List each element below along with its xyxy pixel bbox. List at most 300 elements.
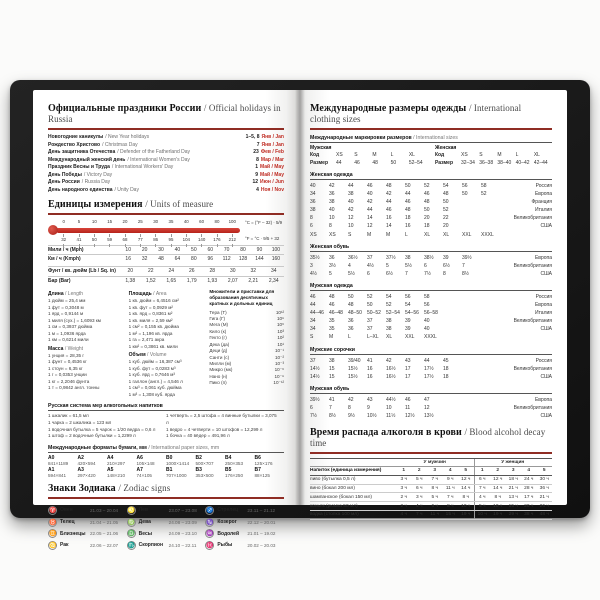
holiday-name-ru: Рождество Христово xyxy=(48,141,101,148)
zodiac-item xyxy=(127,518,206,527)
heading-ru: Объем xyxy=(128,352,146,359)
table-row xyxy=(48,266,284,275)
conversion-line: 1 км = 0,6214 мили xyxy=(48,337,89,343)
size-cell: 17½ xyxy=(424,373,434,380)
conversion-line: 1 ярд = 0,9144 м xyxy=(48,311,84,317)
drink-name: вино (бокал 200 мл) xyxy=(310,486,355,492)
size-values xyxy=(310,214,462,222)
size-cell: 50–52 xyxy=(367,310,381,317)
region-label: Европа xyxy=(534,191,552,198)
size-cell: 54 xyxy=(405,302,411,309)
paper-format-cell xyxy=(78,455,108,466)
tick-mark xyxy=(148,224,163,227)
paper-sizes-title xyxy=(48,445,284,453)
size-values xyxy=(310,317,443,325)
prefix-name: Микро (мк) xyxy=(209,367,233,373)
zodiac-col3 xyxy=(205,503,284,552)
table-row xyxy=(310,231,552,239)
length-lines xyxy=(48,298,123,344)
holiday-day: 8 xyxy=(256,156,259,163)
conversion-line: 1 кв. фут = 0,0929 м² xyxy=(128,304,173,310)
women-hours xyxy=(474,502,553,510)
value-cell: 80 xyxy=(240,246,246,253)
count-cell: 2 xyxy=(417,468,421,474)
size-cell: 34 xyxy=(310,191,316,198)
prefix-row xyxy=(209,380,284,386)
format-code: A2 xyxy=(77,454,84,461)
size-cell: 52 xyxy=(386,302,392,309)
size-cell: M xyxy=(386,231,391,238)
zodiac-item xyxy=(48,518,127,527)
alcohol-count-header xyxy=(310,467,552,476)
size-cell: 44 xyxy=(405,191,411,198)
count-cell: 5 xyxy=(464,468,468,474)
hours-cell: 10 ч xyxy=(461,503,471,509)
size-table xyxy=(310,254,552,278)
size-cell: 44 xyxy=(386,199,392,206)
size-cell: 48 xyxy=(348,302,354,309)
size-cell: 7½ xyxy=(310,412,317,419)
holiday-name-en: / Christmas Day xyxy=(102,141,138,148)
hours-cell: 29 ч xyxy=(508,512,518,518)
size-cell: 36 xyxy=(329,191,335,198)
value-cell: 64 xyxy=(174,256,181,263)
format-code: A1 xyxy=(48,467,55,474)
conversion-line: 1 т = 0,9842 англ. тонны xyxy=(48,385,100,391)
size-cell: 48 xyxy=(405,207,411,214)
fahrenheit-tick: 77 xyxy=(137,236,143,242)
paper-format-cell xyxy=(78,467,108,478)
spacer-cell xyxy=(310,459,396,466)
holiday-name-en: / New Year holidays xyxy=(105,134,150,140)
table-row xyxy=(310,317,552,325)
clothing-size-section xyxy=(310,283,552,342)
women-hours xyxy=(474,485,553,493)
clothing-size-section xyxy=(310,386,552,420)
zodiac-title-en: / Zodiac signs xyxy=(118,483,171,494)
size-cell: 52 xyxy=(424,183,430,189)
celsius-tick: 25 xyxy=(137,219,143,224)
area-lines xyxy=(129,298,204,350)
row-label: Км / ч (Kmph) xyxy=(48,256,81,263)
hours-cell: 7 ч xyxy=(447,494,454,500)
size-cell: 16½ xyxy=(386,373,396,380)
hours-cell: 38 ч xyxy=(524,512,534,518)
size-cell: 39/40 xyxy=(348,357,361,364)
clothing-size-section xyxy=(310,244,552,278)
conversion-line: 1 унция = 28,35 г xyxy=(48,352,85,358)
hours-cell: 4 ч xyxy=(479,494,486,500)
russian-measures-col2 xyxy=(166,413,284,440)
hours-cell: 18 ч xyxy=(508,477,518,483)
holiday-name-en: / International Workers' Day xyxy=(111,164,174,170)
format-code: B5 xyxy=(225,467,232,474)
conversion-line: 1 м³ = 1,308 куб. ярда xyxy=(128,391,175,397)
heading-ru: Площадь xyxy=(128,291,152,297)
value-cell: 2,34 xyxy=(268,277,279,284)
table-row xyxy=(310,262,552,270)
table-row xyxy=(310,270,552,278)
fahrenheit-tick: 32 xyxy=(61,236,67,242)
holiday-name-ru: День защитника Отечества xyxy=(48,149,116,155)
size-cell: 38–40 xyxy=(497,159,512,166)
celsius-tick: 20 xyxy=(122,219,128,224)
size-cell: 46 xyxy=(329,302,335,309)
hours-cell: 20 ч xyxy=(524,503,534,509)
prefix-name: Кило (к) xyxy=(209,328,227,334)
zodiac-sign-icon: ♋ xyxy=(49,542,57,549)
size-cell: 56–58 xyxy=(424,310,438,317)
length-mass-column xyxy=(48,289,129,398)
size-cell: 58 xyxy=(424,293,430,300)
region-label: Франция xyxy=(531,199,552,206)
conversion-line: 1 миля (сух.) = 1,6093 км xyxy=(48,317,101,323)
size-cell: 48 xyxy=(372,159,378,166)
size-cell: 40 xyxy=(367,191,373,198)
row-label: Мили / ч (Mph) xyxy=(48,246,84,253)
size-cell: 11 xyxy=(405,404,411,411)
table-row xyxy=(310,160,427,168)
zodiac-item xyxy=(205,541,284,550)
units-title xyxy=(48,199,284,215)
value-cell: 1,52 xyxy=(145,277,156,284)
heading-en: / Length xyxy=(65,291,84,297)
conversion-line: 1 см³ = 0,061 куб. дюйма xyxy=(128,385,182,391)
size-cell: 8½ xyxy=(329,412,336,419)
zodiac-name: Лев xyxy=(138,507,149,514)
size-cell: 12 xyxy=(424,404,430,411)
prefix-power: 10¹² xyxy=(275,309,285,315)
size-cell: 38½ xyxy=(424,254,434,261)
size-cell: 35 xyxy=(329,326,335,333)
format-dimensions: 148×210 xyxy=(107,473,126,479)
markings-subtitle xyxy=(310,135,552,143)
thermometer-scale xyxy=(48,219,240,242)
size-cell: 36 xyxy=(329,254,335,261)
zodiac-item xyxy=(127,541,206,550)
count-cell: 3 xyxy=(511,468,515,474)
size-values xyxy=(310,182,500,190)
hours-cell: 19 ч xyxy=(493,512,503,518)
hours-cell: 6 ч xyxy=(479,477,486,483)
prefixes-list xyxy=(209,310,284,387)
prefix-name: Деци (д) xyxy=(209,348,228,354)
size-cell: L xyxy=(405,231,408,238)
markings-subtitle-ru: Международные маркировки размеров xyxy=(310,135,412,141)
size-cell: S xyxy=(310,334,314,341)
zodiac-name: Стрелец xyxy=(217,507,239,514)
size-cell: 46 xyxy=(405,199,411,206)
size-cell: 7 xyxy=(329,404,332,411)
size-cell: 38 xyxy=(386,326,392,333)
tick-mark xyxy=(87,224,102,227)
table-row xyxy=(310,206,552,214)
size-cell: 52 xyxy=(481,191,487,198)
table-row xyxy=(48,276,284,285)
size-cell: 40 xyxy=(310,183,316,189)
hours-cell: 7 ч xyxy=(416,512,423,518)
heading-ru: Масса xyxy=(48,345,64,352)
size-cell: 39 xyxy=(405,326,411,333)
clothing-sizes-title xyxy=(310,103,552,130)
men-hours xyxy=(396,476,474,484)
holiday-name-ru: День народного единства xyxy=(48,186,113,193)
size-cell: 14½ xyxy=(310,365,320,372)
hours-cell: 14 ч xyxy=(493,486,503,492)
size-cell: 4 xyxy=(348,262,351,269)
code-cell: L xyxy=(515,152,519,158)
size-cell: 44 xyxy=(348,183,354,189)
hours-cell: 9 ч xyxy=(447,477,454,483)
conversion-line: 1 куб. фут = 0,0283 м³ xyxy=(128,365,176,371)
format-code: B7 xyxy=(254,467,261,474)
size-cell: XXL xyxy=(462,231,472,238)
prefix-power: 10⁻² xyxy=(274,354,285,360)
holiday-name-en: / International Women's Day xyxy=(127,156,190,163)
conversion-line: 1 галлон (англ.) = 4,546 л xyxy=(128,378,183,384)
size-cell: 8 xyxy=(310,215,313,222)
section-subtitle: Мужская одежда xyxy=(310,283,552,291)
size-values xyxy=(310,404,443,412)
hours-cell: 6 ч xyxy=(416,486,423,492)
size-cell: 5 xyxy=(386,262,389,269)
code-cell: XL xyxy=(533,152,540,158)
size-cell: 38 xyxy=(386,318,392,325)
size-cell: 45 xyxy=(443,357,449,364)
zodiac-name: Овен xyxy=(60,507,73,514)
size-values xyxy=(310,365,462,373)
zodiac-table xyxy=(48,503,284,552)
size-cell: 50 xyxy=(367,302,373,309)
size-cell: XL xyxy=(386,334,393,341)
size-cell: 37½ xyxy=(386,254,396,261)
value-cell: 1,65 xyxy=(166,277,177,284)
table-row xyxy=(310,198,552,206)
region-label: Италия xyxy=(534,310,552,317)
holiday-day: 9 xyxy=(255,171,259,178)
size-cell: 7 xyxy=(405,270,408,277)
holiday-month: Фев / Feb xyxy=(260,149,284,155)
zodiac-item xyxy=(48,541,127,550)
blood-alcohol-table xyxy=(310,458,552,520)
zodiac-dates: 22.12 – 20.01 xyxy=(247,519,276,525)
table-row xyxy=(310,412,552,420)
size-cell: 42 xyxy=(367,199,373,206)
hours-cell: 7 ч xyxy=(431,477,438,483)
value-cell: 32 xyxy=(141,256,148,263)
zodiac-dates: 22.05 – 21.06 xyxy=(90,531,119,537)
size-cell: 50 xyxy=(443,199,449,206)
alcohol-title-ru: Время распада алкоголя в крови xyxy=(310,427,462,439)
section-subtitle: Мужские сорочки xyxy=(310,347,552,355)
format-dimensions: 250×353 xyxy=(225,460,244,466)
hours-cell: 36 ч xyxy=(539,486,549,492)
paper-format-cell xyxy=(225,467,255,478)
code-cell: M xyxy=(497,152,502,158)
table-row xyxy=(310,254,552,262)
value-cell: 1,93 xyxy=(207,277,218,284)
measure-columns xyxy=(48,289,284,398)
fahrenheit-tick: 59 xyxy=(107,236,113,242)
zodiac-dates: 23.07 – 23.08 xyxy=(168,507,197,513)
paper-format-cell xyxy=(48,455,78,466)
table-row xyxy=(310,182,552,190)
region-label: Европа xyxy=(534,254,552,261)
size-values xyxy=(310,206,462,214)
count-cell: 4 xyxy=(527,468,531,474)
size-cell: 17 xyxy=(405,373,411,380)
zodiac-dates: 21.01 – 19.02 xyxy=(247,531,276,537)
holiday-name-ru: Новогодние каникулы xyxy=(48,134,104,140)
size-cell: 16 xyxy=(386,215,392,222)
prefix-name: Милли (м) xyxy=(209,360,232,366)
size-cell: 16 xyxy=(367,365,373,372)
celsius-tick: 10 xyxy=(91,219,97,224)
size-cell: 39 xyxy=(405,318,411,325)
region-label: США xyxy=(540,270,552,277)
drink-name: коньяк (рюмка 50 мл) xyxy=(310,503,358,509)
hours-cell: 19 ч xyxy=(461,512,471,518)
format-dimensions: 88×125 xyxy=(254,473,270,479)
region-label: Великобритания xyxy=(513,404,552,411)
hours-cell: 15 ч xyxy=(445,512,455,518)
alcohol-rows xyxy=(310,476,552,520)
size-cell: 47 xyxy=(424,396,430,403)
code-cell: S xyxy=(479,152,483,158)
diary-book-cover xyxy=(10,80,590,549)
count-cell: 1 xyxy=(480,468,484,474)
zodiac-item xyxy=(48,529,127,538)
format-code: B6 xyxy=(254,454,261,461)
count-cell: 5 xyxy=(542,468,546,474)
format-code: B1 xyxy=(166,467,173,474)
holiday-day: 1–5, 8 xyxy=(245,134,260,140)
size-cell: 58 xyxy=(481,183,487,189)
right-page xyxy=(297,90,567,518)
alcohol-title-en: / Blood alcohol decay time xyxy=(310,427,546,449)
russian-measures xyxy=(48,413,284,440)
size-cell: 18 xyxy=(405,215,411,222)
table-row xyxy=(48,245,284,254)
size-cell: 7 xyxy=(462,262,465,269)
format-dimensions: 297×420 xyxy=(77,473,96,479)
hours-cell: 11 ч xyxy=(430,512,440,518)
zodiac-sign-icon: ♎ xyxy=(127,531,136,538)
size-cell: 40–42 xyxy=(515,159,530,166)
prefixes-heading: Множители и приставки для образования десятичных кратных и дольных единиц xyxy=(209,289,275,307)
zodiac-col2 xyxy=(127,503,206,552)
row-values xyxy=(120,268,284,274)
drink-name: шампанское (бокал 150 мл) xyxy=(310,494,372,500)
hours-cell: 10 ч xyxy=(477,512,487,518)
value-cell: 144 xyxy=(255,256,264,263)
code-cell: XL xyxy=(408,152,415,158)
tick-mark xyxy=(71,224,86,227)
format-code: B2 xyxy=(195,454,202,461)
value-cell: 26 xyxy=(188,268,195,275)
zodiac-dates: 21.04 – 21.05 xyxy=(90,519,119,525)
size-cell: 10 xyxy=(386,404,392,411)
size-cell: 37 xyxy=(367,326,373,333)
region-label: Россия xyxy=(535,293,552,300)
size-cell: 6 xyxy=(310,223,313,230)
holiday-name-en: / Russia Day xyxy=(81,179,111,185)
russian-measures-title: Русская система мер алкогольных напитков xyxy=(48,403,284,411)
region-label: Великобритания xyxy=(513,365,552,372)
row-label: Фунт / кв. дюйм (Lb / Sq. in) xyxy=(48,268,116,275)
hours-cell: 8 ч xyxy=(462,494,469,500)
holiday-month: Янв / Jan xyxy=(261,141,284,148)
region-label: Великобритания xyxy=(513,318,552,325)
region-label: Россия xyxy=(535,183,552,189)
size-cell: 18 xyxy=(443,373,449,380)
paper-format-cell xyxy=(107,467,137,478)
conversion-line: 1 см² = 0,155 кв. дюйма xyxy=(128,324,179,330)
hours-cell: 14 ч xyxy=(461,486,471,492)
prefix-name: Дека (да) xyxy=(209,341,230,347)
value-cell: 22 xyxy=(147,268,154,275)
tick-mark xyxy=(225,224,240,227)
section-subtitle: Женская одежда xyxy=(310,172,552,180)
zodiac-name: Козерог xyxy=(217,519,237,526)
size-cell: 20 xyxy=(443,223,449,230)
hours-cell: 21 ч xyxy=(539,494,549,500)
size-cell: 54 xyxy=(386,293,392,300)
format-dimensions: 74×105 xyxy=(136,473,152,479)
paper-title-en: / International paper sizes, mm xyxy=(148,444,220,451)
fahrenheit-tick: 86 xyxy=(153,236,159,242)
format-code: A4 xyxy=(107,454,114,461)
zodiac-dates: 23.11 – 21.12 xyxy=(247,507,276,513)
size-cell: 44 xyxy=(336,159,342,166)
hours-cell: 10 ч xyxy=(493,503,503,509)
row-values xyxy=(120,247,284,253)
size-cell: 50 xyxy=(390,159,397,166)
format-dimensions: 1000×1414 xyxy=(166,460,190,466)
table-row xyxy=(310,222,552,230)
hours-cell: 2 ч xyxy=(400,503,407,509)
size-cell: 36 xyxy=(348,326,354,333)
paper-format-cell xyxy=(196,455,226,466)
size-cell: 4½ xyxy=(367,262,374,269)
size-values xyxy=(310,357,462,365)
fahrenheit-tick: 41 xyxy=(76,236,82,242)
holiday-month: Ноя / Nov xyxy=(260,186,284,193)
hours-cell: 5 ч xyxy=(479,503,486,509)
format-dimensions: 125×176 xyxy=(254,460,273,466)
men-group-label: У мужчин xyxy=(423,460,446,466)
zodiac-sign-icon: ♓ xyxy=(206,542,214,549)
size-cell: 5 xyxy=(329,270,332,277)
tick-mark xyxy=(194,224,209,227)
holiday-day: 7 xyxy=(256,141,260,148)
value-cell: 30 xyxy=(158,246,164,253)
heading-ru: Длина xyxy=(48,291,64,297)
hours-cell: 3 ч xyxy=(416,494,423,500)
clothing-size-section xyxy=(310,347,552,381)
thermometer-graphic xyxy=(48,219,284,242)
region-label: Европа xyxy=(534,396,552,403)
hours-cell: 4 ч xyxy=(416,503,423,509)
paper-format-cell xyxy=(225,455,255,466)
conversion-line: 1 г = 0,0353 унции xyxy=(48,372,87,378)
zodiac-col1 xyxy=(48,503,127,552)
value-cell: 20 xyxy=(127,268,134,275)
size-cell: 37 xyxy=(310,357,316,364)
size-cell: 36 xyxy=(348,318,354,325)
conversion-line: 1 дюйм = 25,4 мм xyxy=(48,298,86,303)
size-values xyxy=(310,231,500,239)
